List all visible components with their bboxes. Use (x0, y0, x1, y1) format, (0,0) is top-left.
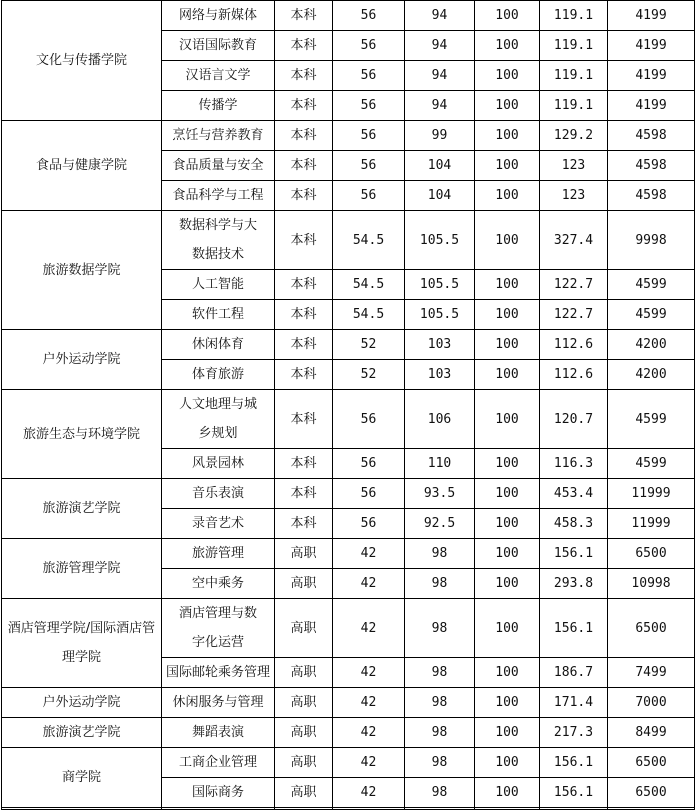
partial-cell (333, 808, 405, 810)
college-cell: 旅游演艺学院 (2, 479, 162, 539)
level-cell: 本科 (275, 211, 333, 270)
table-row (2, 599, 695, 658)
value-cell-3: 100 (475, 569, 540, 599)
table-row (2, 748, 695, 778)
level-cell: 本科 (275, 479, 333, 509)
college-cell: 食品与健康学院 (2, 121, 162, 211)
value-cell-1: 42 (333, 688, 405, 718)
value-cell-1: 56 (333, 181, 405, 211)
major-cell: 食品质量与安全 (162, 151, 275, 181)
value-cell-2: 94 (405, 61, 475, 91)
major-cell: 工商企业管理 (162, 748, 275, 778)
major-cell: 音乐表演 (162, 479, 275, 509)
value-cell-4: 327.4 (540, 211, 608, 270)
value-cell-2: 106 (405, 390, 475, 449)
value-cell-5: 11999 (608, 479, 695, 509)
major-cell: 国际邮轮乘务管理 (162, 658, 275, 688)
value-cell-3: 100 (475, 181, 540, 211)
value-cell-1: 52 (333, 360, 405, 390)
level-cell: 本科 (275, 91, 333, 121)
value-cell-1: 54.5 (333, 211, 405, 270)
value-cell-2: 99 (405, 121, 475, 151)
level-cell: 高职 (275, 688, 333, 718)
value-cell-4: 123 (540, 181, 608, 211)
value-cell-3: 100 (475, 599, 540, 658)
value-cell-2: 94 (405, 91, 475, 121)
value-cell-4: 119.1 (540, 91, 608, 121)
table-row (2, 539, 695, 569)
table-row (2, 688, 695, 718)
college-cell: 旅游数据学院 (2, 211, 162, 330)
major-cell: 食品科学与工程 (162, 181, 275, 211)
college-cell: 户外运动学院 (2, 330, 162, 390)
major-cell: 体育旅游 (162, 360, 275, 390)
value-cell-3: 100 (475, 151, 540, 181)
value-cell-1: 54.5 (333, 270, 405, 300)
level-cell: 高职 (275, 539, 333, 569)
level-cell: 高职 (275, 599, 333, 658)
major-cell: 录音艺术 (162, 509, 275, 539)
value-cell-3: 100 (475, 91, 540, 121)
value-cell-1: 42 (333, 539, 405, 569)
value-cell-1: 42 (333, 599, 405, 658)
value-cell-1: 42 (333, 569, 405, 599)
level-cell: 本科 (275, 151, 333, 181)
major-cell: 软件工程 (162, 300, 275, 330)
value-cell-2: 94 (405, 31, 475, 61)
partial-cell (608, 808, 695, 810)
value-cell-1: 56 (333, 479, 405, 509)
major-cell: 数据科学与大数据技术 (162, 211, 275, 270)
value-cell-2: 110 (405, 449, 475, 479)
level-cell: 本科 (275, 449, 333, 479)
value-cell-3: 100 (475, 449, 540, 479)
value-cell-4: 156.1 (540, 599, 608, 658)
value-cell-5: 4199 (608, 91, 695, 121)
value-cell-1: 56 (333, 509, 405, 539)
value-cell-3: 100 (475, 330, 540, 360)
value-cell-3: 100 (475, 778, 540, 808)
value-cell-5: 8499 (608, 718, 695, 748)
value-cell-1: 42 (333, 778, 405, 808)
value-cell-3: 100 (475, 61, 540, 91)
table-row-partial (2, 808, 695, 810)
partial-cell (275, 808, 333, 810)
value-cell-4: 453.4 (540, 479, 608, 509)
value-cell-5: 7000 (608, 688, 695, 718)
value-cell-2: 104 (405, 151, 475, 181)
value-cell-3: 100 (475, 390, 540, 449)
value-cell-1: 56 (333, 61, 405, 91)
value-cell-2: 98 (405, 539, 475, 569)
level-cell: 高职 (275, 778, 333, 808)
value-cell-3: 100 (475, 718, 540, 748)
value-cell-5: 4599 (608, 300, 695, 330)
table-row (2, 211, 695, 270)
value-cell-2: 98 (405, 599, 475, 658)
value-cell-1: 54.5 (333, 300, 405, 330)
partial-cell (162, 808, 275, 810)
college-cell: 旅游生态与环境学院 (2, 390, 162, 479)
value-cell-5: 4598 (608, 151, 695, 181)
value-cell-5: 6500 (608, 539, 695, 569)
value-cell-5: 6500 (608, 778, 695, 808)
value-cell-4: 217.3 (540, 718, 608, 748)
value-cell-2: 103 (405, 360, 475, 390)
value-cell-4: 156.1 (540, 539, 608, 569)
value-cell-1: 56 (333, 121, 405, 151)
major-cell: 传播学 (162, 91, 275, 121)
value-cell-4: 122.7 (540, 300, 608, 330)
value-cell-4: 458.3 (540, 509, 608, 539)
value-cell-5: 6500 (608, 599, 695, 658)
value-cell-2: 98 (405, 778, 475, 808)
value-cell-2: 98 (405, 688, 475, 718)
table-row (2, 479, 695, 509)
value-cell-2: 104 (405, 181, 475, 211)
value-cell-3: 100 (475, 211, 540, 270)
value-cell-2: 105.5 (405, 300, 475, 330)
value-cell-4: 122.7 (540, 270, 608, 300)
table-row (2, 330, 695, 360)
level-cell: 高职 (275, 748, 333, 778)
level-cell: 本科 (275, 1, 333, 31)
major-cell: 休闲体育 (162, 330, 275, 360)
major-cell: 国际商务 (162, 778, 275, 808)
value-cell-4: 123 (540, 151, 608, 181)
value-cell-5: 9998 (608, 211, 695, 270)
major-cell: 汉语言文学 (162, 61, 275, 91)
value-cell-2: 105.5 (405, 211, 475, 270)
value-cell-4: 156.1 (540, 778, 608, 808)
table-row (2, 1, 695, 31)
major-cell: 网络与新媒体 (162, 1, 275, 31)
level-cell: 本科 (275, 270, 333, 300)
level-cell: 本科 (275, 31, 333, 61)
table-row (2, 121, 695, 151)
value-cell-3: 100 (475, 300, 540, 330)
value-cell-1: 42 (333, 658, 405, 688)
value-cell-1: 56 (333, 1, 405, 31)
table-row (2, 390, 695, 449)
value-cell-1: 56 (333, 91, 405, 121)
partial-cell (405, 808, 475, 810)
value-cell-3: 100 (475, 509, 540, 539)
level-cell: 本科 (275, 181, 333, 211)
value-cell-3: 100 (475, 1, 540, 31)
value-cell-5: 10998 (608, 569, 695, 599)
value-cell-3: 100 (475, 270, 540, 300)
value-cell-1: 56 (333, 31, 405, 61)
value-cell-3: 100 (475, 688, 540, 718)
value-cell-3: 100 (475, 479, 540, 509)
value-cell-2: 92.5 (405, 509, 475, 539)
value-cell-3: 100 (475, 360, 540, 390)
level-cell: 本科 (275, 61, 333, 91)
major-cell: 烹饪与营养教育 (162, 121, 275, 151)
major-cell: 旅游管理 (162, 539, 275, 569)
value-cell-4: 186.7 (540, 658, 608, 688)
value-cell-2: 105.5 (405, 270, 475, 300)
value-cell-5: 4199 (608, 61, 695, 91)
value-cell-5: 4598 (608, 181, 695, 211)
college-cell: 户外运动学院 (2, 688, 162, 718)
level-cell: 本科 (275, 390, 333, 449)
major-cell: 人文地理与城乡规划 (162, 390, 275, 449)
level-cell: 本科 (275, 121, 333, 151)
table-row (2, 718, 695, 748)
value-cell-3: 100 (475, 539, 540, 569)
value-cell-5: 4599 (608, 390, 695, 449)
value-cell-4: 116.3 (540, 449, 608, 479)
level-cell: 本科 (275, 300, 333, 330)
value-cell-5: 4200 (608, 360, 695, 390)
level-cell: 高职 (275, 658, 333, 688)
value-cell-1: 56 (333, 449, 405, 479)
value-cell-4: 129.2 (540, 121, 608, 151)
partial-cell (540, 808, 608, 810)
major-cell: 酒店管理与数字化运营 (162, 599, 275, 658)
fee-table-body (2, 1, 695, 810)
value-cell-4: 112.6 (540, 360, 608, 390)
value-cell-1: 56 (333, 390, 405, 449)
value-cell-1: 56 (333, 151, 405, 181)
value-cell-4: 293.8 (540, 569, 608, 599)
major-cell: 空中乘务 (162, 569, 275, 599)
value-cell-5: 4599 (608, 449, 695, 479)
value-cell-2: 98 (405, 718, 475, 748)
value-cell-5: 7499 (608, 658, 695, 688)
value-cell-5: 4199 (608, 31, 695, 61)
level-cell: 本科 (275, 330, 333, 360)
major-cell: 汉语国际教育 (162, 31, 275, 61)
level-cell: 高职 (275, 569, 333, 599)
value-cell-3: 100 (475, 748, 540, 778)
value-cell-5: 6500 (608, 748, 695, 778)
major-cell: 休闲服务与管理 (162, 688, 275, 718)
value-cell-1: 42 (333, 718, 405, 748)
value-cell-5: 4199 (608, 1, 695, 31)
college-cell: 旅游演艺学院 (2, 718, 162, 748)
value-cell-4: 112.6 (540, 330, 608, 360)
major-cell: 舞蹈表演 (162, 718, 275, 748)
value-cell-3: 100 (475, 31, 540, 61)
value-cell-3: 100 (475, 121, 540, 151)
value-cell-1: 52 (333, 330, 405, 360)
value-cell-5: 4599 (608, 270, 695, 300)
level-cell: 本科 (275, 509, 333, 539)
value-cell-2: 98 (405, 658, 475, 688)
value-cell-1: 42 (333, 748, 405, 778)
value-cell-2: 103 (405, 330, 475, 360)
value-cell-2: 93.5 (405, 479, 475, 509)
value-cell-2: 94 (405, 1, 475, 31)
value-cell-4: 119.1 (540, 31, 608, 61)
value-cell-4: 156.1 (540, 748, 608, 778)
major-cell: 风景园林 (162, 449, 275, 479)
value-cell-3: 100 (475, 658, 540, 688)
major-cell: 人工智能 (162, 270, 275, 300)
college-cell: 商学院 (2, 748, 162, 808)
level-cell: 本科 (275, 360, 333, 390)
college-cell: 旅游管理学院 (2, 539, 162, 599)
value-cell-5: 11999 (608, 509, 695, 539)
value-cell-5: 4598 (608, 121, 695, 151)
value-cell-4: 119.1 (540, 61, 608, 91)
value-cell-4: 171.4 (540, 688, 608, 718)
level-cell: 高职 (275, 718, 333, 748)
partial-cell (475, 808, 540, 810)
college-cell: 文化与传播学院 (2, 1, 162, 121)
value-cell-2: 98 (405, 748, 475, 778)
fee-table (1, 0, 695, 810)
value-cell-4: 120.7 (540, 390, 608, 449)
value-cell-4: 119.1 (540, 1, 608, 31)
value-cell-2: 98 (405, 569, 475, 599)
value-cell-5: 4200 (608, 330, 695, 360)
college-cell: 酒店管理学院/国际酒店管理学院 (2, 599, 162, 688)
partial-cell (2, 808, 162, 810)
